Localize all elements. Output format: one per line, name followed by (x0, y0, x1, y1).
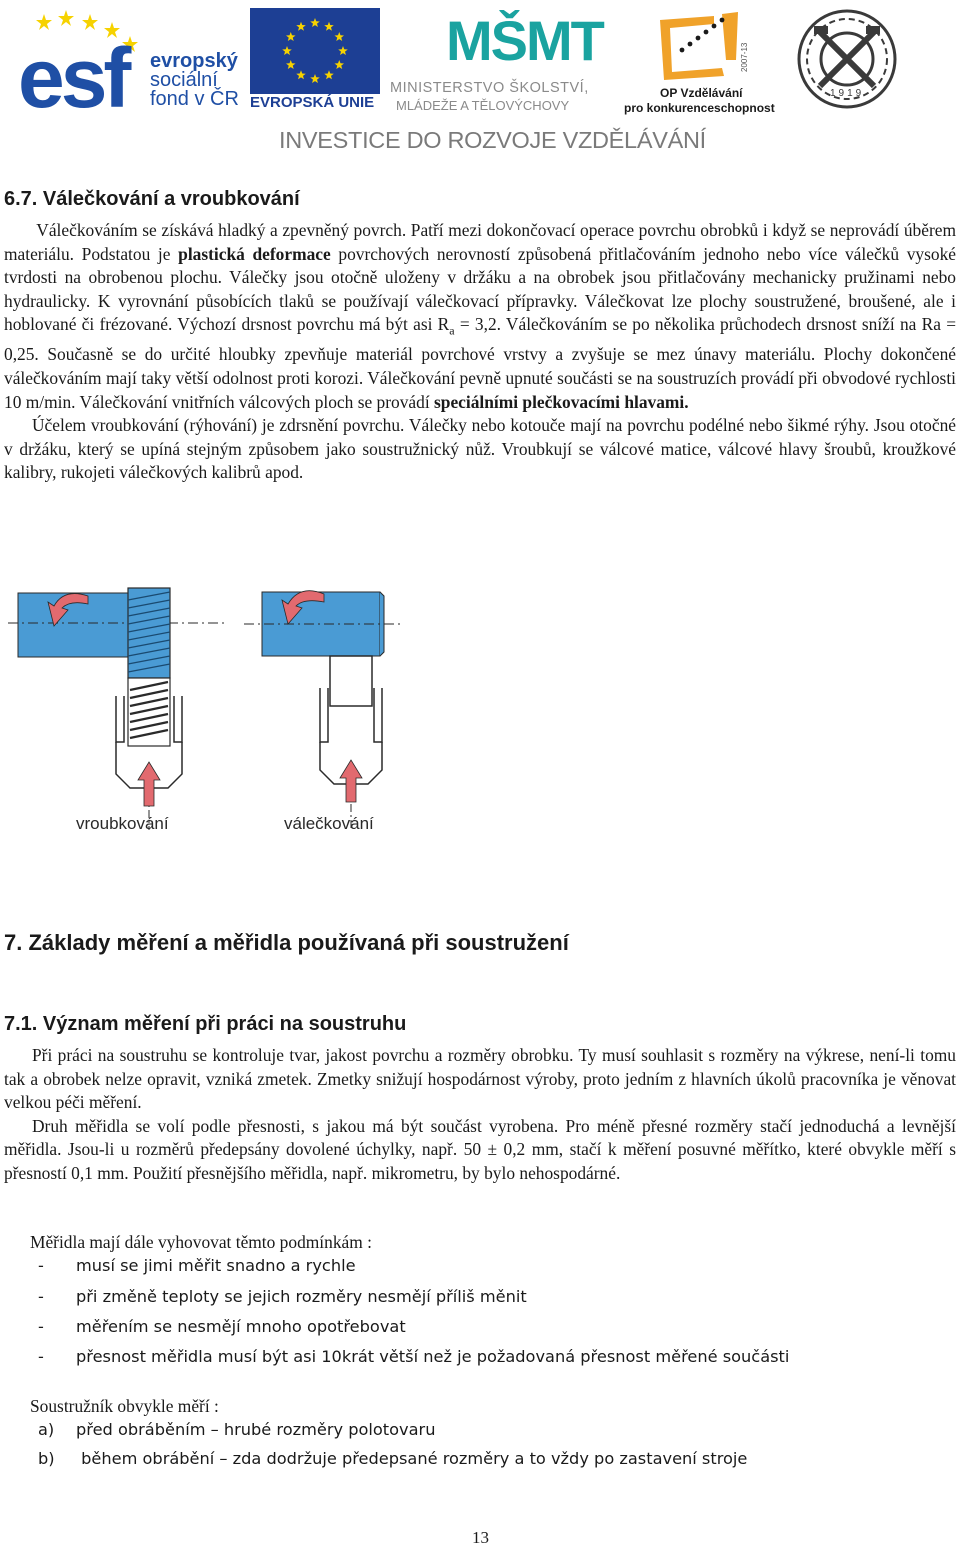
esf-text-line2: sociální (150, 69, 218, 91)
rolling-diagram (244, 591, 404, 830)
eu-star-icon (324, 70, 334, 79)
eu-star-icon (334, 60, 344, 69)
section-71-paragraph-2-text: Druh měřidla se volí podle přesnosti, s jakou má být součást vyrobena. Pro méně přesné rozměry stačí jednoduchá a levnější měřidla. Jsou-li u rozměrů předepsány dovolené úchylky, např. 50 ± 0,2 mm, stačí k měření posuvné měřítko, které obvykle měří s přesností 0,1 mm. Použití přesnějšího měřidla, např. mikrometru, by bylo nehospodárné. (4, 1115, 956, 1183)
section-67-paragraph-2-text: Účelem vroubkování (rýhování) je zdrsnění povrchu. Válečky nebo kotouče mají na povrchu podélné nebo šikmé rýhy. Jsou otočné v držáku, který se upíná stejným způsobem jako soustružnický nůž. Vroubkují se válcové matice, válcové hlavy šroubů, kroužkové kalibry, rukojeti válečkových kalibrů apod. (4, 415, 956, 483)
eu-star-icon (310, 18, 320, 27)
turner-item (38, 1449, 747, 1468)
turner-item-text: před obráběním – hrubé rozměry polotovaru (76, 1420, 436, 1439)
eu-flag-icon (250, 8, 380, 94)
section-71-paragraph-1-text: Při práci na soustruhu se kontroluje tvar, jakost povrchu a rozměry obrobku. Ty musí souhlasit s rozměry na výkrese, není-li tomu tak a obrobek nelze opravit, vzniká zmetek. Zmetky snižují hospodárnost výroby, proto jedním z hlavních úkolů pracovníka je věnovat velkou péči měření. (4, 1045, 956, 1113)
list-marker: - (38, 1317, 44, 1336)
page-number: 13 (472, 1528, 489, 1547)
op-emblem-icon (652, 6, 748, 86)
requirement-text: musí se jimi měřit snadno a rychle (76, 1256, 356, 1275)
esf-text-line3: fond v ČR (150, 88, 239, 110)
eu-star-icon (296, 22, 306, 31)
list-marker: b) (38, 1449, 55, 1468)
turner-intro: Soustružník obvykle měří : (30, 1396, 219, 1416)
msmt-logo (390, 6, 620, 116)
emphasis-text: plastická deformace (178, 243, 331, 264)
requirement-text: při změně teploty se jejich rozměry nesmějí příliš měnit (76, 1287, 527, 1306)
list-marker: - (38, 1287, 44, 1306)
op-line1: OP Vzdělávání (660, 86, 743, 100)
eu-logo (250, 8, 382, 116)
subscript-text: a (449, 323, 455, 338)
eu-star-icon (324, 22, 334, 31)
eu-star-icon (334, 32, 344, 41)
requirement-text: měřením se nesmějí mnoho opotřebovat (76, 1317, 406, 1336)
esf-text (150, 52, 239, 109)
eu-star-icon (282, 46, 292, 55)
esf-text-line1: evropský (150, 50, 238, 72)
knurling-diagram (8, 588, 224, 830)
turner-item (38, 1420, 435, 1439)
turner-list (0, 1420, 960, 1480)
turner-item-text: během obrábění – zda dodržuje předepsané rozměry a to vždy po zastavení stroje (76, 1449, 748, 1468)
op-line2: pro konkurenceschopnost (624, 101, 775, 115)
paragraph-text-run: povrchových nerovností způsobená přitlačováním jednoho nebo více válečků vysoké tvrdosti na obrobenou plochu. Válečky jsou otočně uloženy v držáku a na obrobek jsou přitlačovány mechanicky pružinami nebo hydraulicky. K vyrovnání působících tlaků se používají válečkovací přípravky. Válečkovat lze plochy soustružené, broušené, ale i hoblované či frézované. Výchozí drsnost povrchu má být asi R (4, 243, 956, 335)
section-71-body (4, 1044, 956, 1186)
figure-caption-rolling: válečkování (284, 814, 374, 833)
section-71-paragraph-1 (4, 1044, 956, 1115)
op-logo (624, 6, 774, 114)
esf-letters: esf (18, 31, 128, 125)
section-67-body (4, 219, 956, 485)
requirement-item (38, 1287, 527, 1306)
chapter-7-title: 7. Základy měření a měřidla používaná při soustružení (4, 930, 569, 955)
eu-star-icon (338, 46, 348, 55)
section-67-paragraph-2 (4, 414, 956, 485)
eu-star-icon (296, 70, 306, 79)
header-logos (0, 0, 960, 160)
requirement-text: přesnost měřidla musí být asi 10krát větší než je požadovaná přesnost měřené součásti (76, 1347, 790, 1366)
section-67-paragraph-1 (4, 219, 956, 414)
knurling-rolling-figure (4, 548, 456, 848)
section-67-title: 6.7. Válečkování a vroubkování (4, 188, 300, 210)
eu-star-icon (286, 60, 296, 69)
school-year: 1919 (830, 88, 865, 99)
list-marker: - (38, 1256, 44, 1275)
eu-star-icon (310, 74, 320, 83)
msmt-line2: MLÁDEŽE A TĚLOVÝCHOVY (396, 98, 570, 113)
msmt-line1: MINISTERSTVO ŠKOLSTVÍ, (390, 80, 589, 96)
section-71-paragraph-2 (4, 1115, 956, 1186)
requirement-item (38, 1347, 789, 1366)
requirement-item (38, 1317, 406, 1336)
paragraph-text-run: Válečkováním se získává hladký a zpevněný povrch. Patří mezi dokončovací operace povrchu obrobků i když se neprovádí úběrem materiálu. Podstatou je (4, 220, 956, 264)
msmt-letters: MŠMT (446, 9, 603, 72)
emphasis-text: speciálními plečkovacími hlavami. (434, 391, 689, 412)
eu-label: EVROPSKÁ UNIE (250, 94, 375, 111)
requirements-list (0, 1256, 960, 1376)
school-emblem-icon (792, 4, 902, 114)
figure-drawing (4, 548, 456, 848)
header-slogan: INVESTICE DO ROZVOJE VZDĚLÁVÁNÍ (279, 127, 706, 153)
paragraph-text-run: = 3,2. Válečkováním se po několika průchodech drsnost sníží na Ra = 0,25. Současně se do určité hloubky zpevňuje materiál povrchové vrstvy a zvyšuje se mez únavy materiálu. Plochy dokončené válečkováním mají taky větší odolnost proti korozi. Válečkování pevně upnuté součásti se na soustruzích provádí při obvodové rychlosti 10 m/min. Válečkování vnitřních válcových ploch se provádí (4, 314, 956, 412)
eu-star-icon (286, 32, 296, 41)
op-years: 2007-13 (740, 42, 749, 72)
list-marker: a) (38, 1420, 55, 1439)
requirement-item (38, 1256, 356, 1275)
figure-caption-knurling: vroubkování (76, 814, 169, 833)
esf-logo (18, 8, 248, 125)
list-marker: - (38, 1347, 44, 1366)
requirements-intro: Měřidla mají dále vyhovovat těmto podmínkám : (30, 1232, 372, 1252)
section-71-title: 7.1. Význam měření při práci na soustruhu (4, 1013, 407, 1035)
